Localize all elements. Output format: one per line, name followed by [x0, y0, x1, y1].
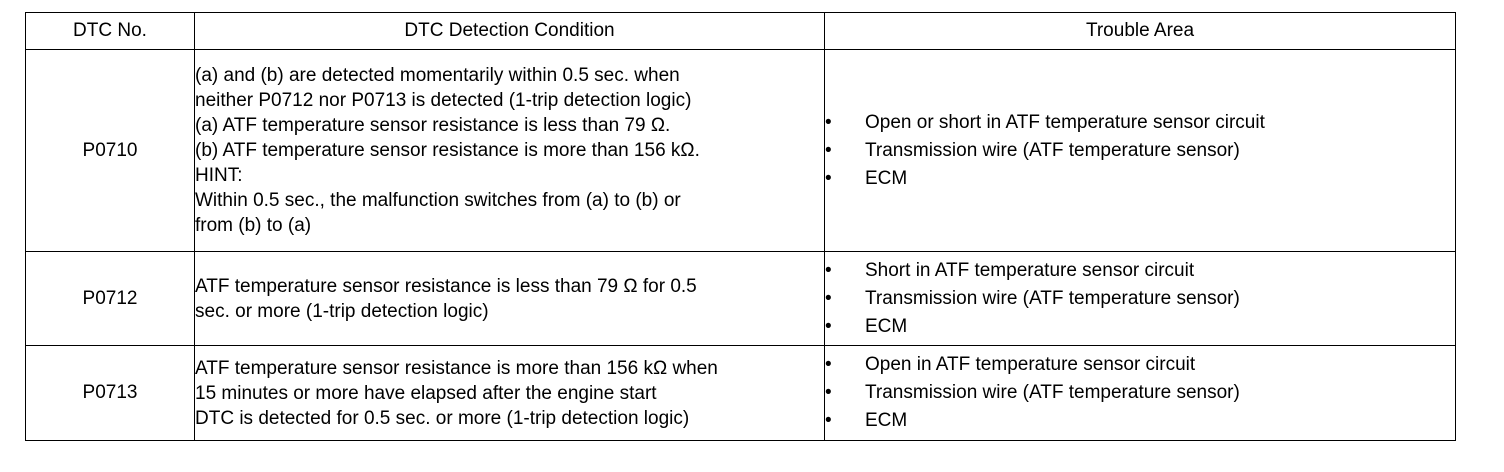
- trouble-area-item: Transmission wire (ATF temperature sensor): [865, 139, 1240, 161]
- condition-line: ATF temperature sensor resistance is less than 79 Ω for 0.5: [195, 275, 697, 297]
- table-row: [26, 346, 1456, 441]
- table-row: [26, 252, 1456, 346]
- trouble-area-item: ECM: [865, 315, 908, 337]
- detection-condition: [195, 252, 825, 346]
- dtc-code: P0712: [26, 252, 195, 346]
- trouble-area-item: Transmission wire (ATF temperature sensor): [865, 382, 1240, 403]
- dtc-code: P0713: [26, 346, 195, 441]
- condition-line: neither P0712 nor P0713 is detected (1-trip detection logic): [195, 90, 692, 111]
- list-item: [825, 313, 1455, 341]
- bullet-icon: •: [825, 382, 832, 403]
- bullet-icon: •: [825, 354, 832, 375]
- condition-line: 15 minutes or more have elapsed after the engine start: [195, 382, 657, 404]
- condition-line: (a) ATF temperature sensor resistance is less than 79 Ω.: [195, 115, 671, 136]
- dtc-code: P0710: [26, 50, 195, 252]
- dtc-table: [25, 12, 1456, 441]
- condition-line: from (b) to (a): [195, 215, 312, 236]
- detection-condition: [195, 346, 825, 441]
- header-dtc-no: DTC No.: [26, 13, 195, 50]
- bullet-icon: •: [825, 315, 832, 337]
- condition-line: DTC is detected for 0.5 sec. or more (1-trip detection logic): [195, 407, 690, 429]
- condition-line: (a) and (b) are detected momentarily within 0.5 sec. when: [195, 65, 680, 86]
- detection-condition: [195, 50, 825, 252]
- list-item: [825, 109, 1455, 137]
- list-item: [825, 257, 1455, 285]
- table-row: [26, 50, 1456, 252]
- bullet-icon: •: [825, 259, 832, 281]
- condition-line: HINT:: [195, 165, 243, 186]
- trouble-area-item: Open or short in ATF temperature sensor circuit: [865, 111, 1265, 133]
- trouble-area-list: [825, 257, 1455, 341]
- condition-line: sec. or more (1-trip detection logic): [195, 300, 489, 322]
- bullet-icon: •: [825, 410, 832, 431]
- list-item: [825, 285, 1455, 313]
- trouble-area-list: [825, 351, 1455, 435]
- bullet-icon: •: [825, 167, 832, 189]
- trouble-area-item: ECM: [865, 167, 908, 189]
- list-item: [825, 137, 1455, 165]
- trouble-area: [825, 50, 1456, 252]
- header-detection-condition: DTC Detection Condition: [195, 13, 825, 50]
- condition-line: ATF temperature sensor resistance is more than 156 kΩ when: [195, 357, 718, 379]
- bullet-icon: •: [825, 287, 832, 309]
- condition-line: (b) ATF temperature sensor resistance is more than 156 kΩ.: [195, 140, 700, 161]
- trouble-area-item: Open in ATF temperature sensor circuit: [865, 354, 1196, 375]
- list-item: [825, 407, 1455, 435]
- list-item: [825, 351, 1455, 379]
- trouble-area-item: Short in ATF temperature sensor circuit: [865, 259, 1195, 281]
- condition-line: Within 0.5 sec., the malfunction switches from (a) to (b) or: [195, 190, 681, 211]
- table-header-row: [26, 13, 1456, 50]
- trouble-area-item: Transmission wire (ATF temperature sensor): [865, 287, 1240, 309]
- trouble-area: [825, 346, 1456, 441]
- trouble-area-list: [825, 109, 1455, 193]
- bullet-icon: •: [825, 111, 832, 133]
- trouble-area: [825, 252, 1456, 346]
- header-trouble-area: Trouble Area: [825, 13, 1456, 50]
- list-item: [825, 165, 1455, 193]
- trouble-area-item: ECM: [865, 410, 908, 431]
- bullet-icon: •: [825, 139, 832, 161]
- list-item: [825, 379, 1455, 407]
